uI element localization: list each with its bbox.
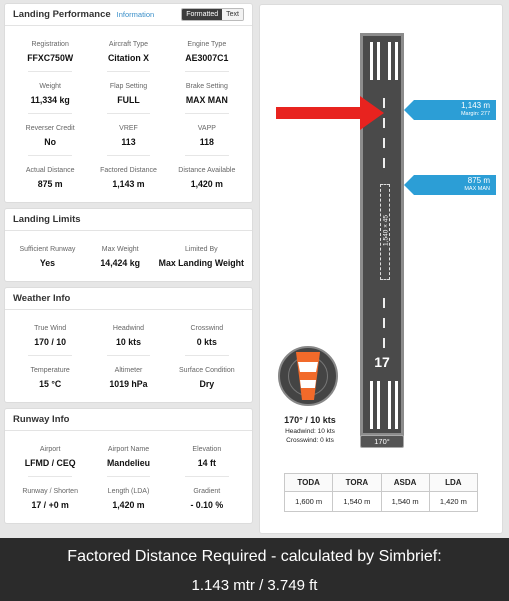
table-cell: 1,420 m <box>429 492 477 512</box>
table-cell: 1,540 m <box>381 492 429 512</box>
cell-value: AE3007C1 <box>185 53 229 63</box>
windsock-shape <box>296 352 320 404</box>
data-cell <box>157 235 246 277</box>
runway-dimensions: 1,540 × 45 <box>382 215 390 246</box>
data-cell <box>84 235 157 277</box>
table-cell: 1,540 m <box>333 492 381 512</box>
cell-label: Engine Type <box>187 41 227 48</box>
cell-label: Distance Available <box>178 167 236 174</box>
data-cell <box>11 356 89 398</box>
cell-value: 1019 hPa <box>109 379 148 389</box>
cell-value: 1,420 m <box>112 500 145 510</box>
cell-label: VREF <box>119 125 138 132</box>
data-cell <box>89 314 167 356</box>
column-header: TODA <box>285 474 333 492</box>
cell-value: - 0.10 % <box>190 500 224 510</box>
cell-label: Registration <box>31 41 69 48</box>
data-cell <box>89 477 167 519</box>
data-cell <box>11 235 84 277</box>
data-cell <box>168 435 246 477</box>
formatted-toggle-button[interactable]: Formatted <box>182 9 222 20</box>
cell-label: Brake Setting <box>185 83 228 90</box>
column-header: ASDA <box>381 474 429 492</box>
threshold-stripe <box>370 42 373 80</box>
cell-label: Weight <box>39 83 61 90</box>
cell-label: Limited By <box>184 246 218 253</box>
centerline-dash <box>383 318 385 328</box>
cell-value: 113 <box>121 137 136 147</box>
data-cell <box>168 156 246 198</box>
cell-label: Length (LDA) <box>107 488 150 495</box>
caption-footer <box>0 538 509 601</box>
windsock-icon <box>278 346 338 406</box>
cell-value: 170 / 10 <box>34 337 67 347</box>
landing-limits-header <box>5 209 252 231</box>
cell-label: Aircraft Type <box>108 41 149 48</box>
cell-label: Altimeter <box>114 367 143 374</box>
data-cell <box>11 435 89 477</box>
cell-label: Max Weight <box>101 246 139 253</box>
centerline-dash <box>383 338 385 348</box>
data-cell <box>168 356 246 398</box>
cell-value: No <box>44 137 57 147</box>
cell-label: Airport <box>39 446 61 453</box>
card-title: Weather Info <box>13 293 71 304</box>
cell-value: 118 <box>199 137 214 147</box>
flag-value: 1,143 m <box>461 101 490 110</box>
runway-info-card <box>4 408 253 524</box>
cell-value: FULL <box>117 95 140 105</box>
cell-label: VAPP <box>197 125 216 132</box>
threshold-stripe <box>388 381 391 429</box>
cell-label: Runway / Shorten <box>22 488 78 495</box>
runway-number: 17 <box>374 354 390 370</box>
data-cell <box>168 30 246 72</box>
landing-limits-grid <box>5 231 252 281</box>
cell-value: 875 m <box>37 179 63 189</box>
runway-dimension-box <box>380 184 390 280</box>
data-cell <box>168 72 246 114</box>
column-header: TORA <box>333 474 381 492</box>
centerline-dash <box>383 298 385 308</box>
threshold-stripe <box>395 42 398 80</box>
centerline-dash <box>383 158 385 168</box>
cell-label: Gradient <box>193 488 221 495</box>
cell-value: FFXC750W <box>27 53 74 63</box>
cell-label: Sufficient Runway <box>19 246 76 253</box>
cell-label: Airport Name <box>107 446 150 453</box>
landing-performance-grid <box>5 26 252 202</box>
card-title: Runway Info <box>13 414 70 425</box>
cell-value: 11,334 kg <box>30 95 70 105</box>
cell-label: Actual Distance <box>25 167 75 174</box>
threshold-stripe <box>370 381 373 429</box>
data-cell <box>168 314 246 356</box>
cell-value: Max Landing Weight <box>158 258 244 268</box>
data-cell <box>89 30 167 72</box>
data-cell <box>11 477 89 519</box>
declared-distances-table <box>284 473 478 512</box>
cell-value: 15 °C <box>39 379 62 389</box>
cell-value: MAX MAN <box>185 95 228 105</box>
data-cell <box>89 114 167 156</box>
cell-value: 0 kts <box>196 337 217 347</box>
cell-label: Crosswind <box>190 325 224 332</box>
landing-performance-header <box>5 4 252 26</box>
data-cell <box>168 114 246 156</box>
data-cell <box>11 30 89 72</box>
weather-info-card <box>4 287 253 403</box>
runway <box>360 33 404 436</box>
cell-label: Reverser Credit <box>25 125 75 132</box>
data-cell <box>11 72 89 114</box>
table-header-row <box>285 474 478 492</box>
card-title: Landing Performance <box>13 9 111 20</box>
cell-value: Mandelieu <box>106 458 150 468</box>
landing-performance-card <box>4 3 253 203</box>
cell-label: Surface Condition <box>179 367 235 374</box>
data-cell <box>11 114 89 156</box>
cell-label: Factored Distance <box>100 167 157 174</box>
table-cell: 1,600 m <box>285 492 333 512</box>
card-title: Landing Limits <box>13 214 81 225</box>
runway-info-grid <box>5 431 252 523</box>
centerline-dash <box>383 138 385 148</box>
wind-summary: 170° / 10 kts <box>284 415 336 425</box>
cell-value: 14,424 kg <box>100 258 141 268</box>
left-panel <box>4 3 253 529</box>
runway-heading-badge: 170° <box>360 435 404 448</box>
threshold-stripe <box>377 381 380 429</box>
cell-value: 10 kts <box>116 337 141 347</box>
cell-value: Yes <box>39 258 55 268</box>
data-cell <box>11 156 89 198</box>
threshold-stripe <box>395 381 398 429</box>
cell-value: 17 / +0 m <box>31 500 69 510</box>
cell-value: 1,420 m <box>190 179 223 189</box>
flag-subtext: MAX MAN <box>464 186 490 192</box>
cell-value: Citation X <box>107 53 150 63</box>
caption-line-1: Factored Distance Required - calculated by Simbrief: <box>67 548 442 565</box>
threshold-stripe <box>377 42 380 80</box>
table-row <box>285 492 478 512</box>
text-toggle-button[interactable]: Text <box>222 9 243 20</box>
weather-info-grid <box>5 310 252 402</box>
threshold-stripe <box>388 42 391 80</box>
red-arrow-icon <box>276 96 386 130</box>
data-cell <box>89 156 167 198</box>
cell-label: True Wind <box>34 325 67 332</box>
cell-label: Flap Setting <box>109 83 148 90</box>
cell-value: 1,143 m <box>112 179 145 189</box>
cell-value: 14 ft <box>197 458 216 468</box>
weather-info-header <box>5 288 252 310</box>
runway-info-header <box>5 409 252 431</box>
caption-line-2: 1.143 mtr / 3.749 ft <box>191 577 318 594</box>
information-link[interactable]: Information <box>116 10 155 19</box>
flag-subtext: Margin: 277 <box>460 111 490 117</box>
data-cell <box>11 314 89 356</box>
cell-value: LFMD / CEQ <box>24 458 76 468</box>
factored-distance-flag <box>414 100 496 120</box>
cell-value: Dry <box>199 379 215 389</box>
flag-value: 875 m <box>467 176 490 185</box>
column-header: LDA <box>429 474 477 492</box>
runway-diagram-panel <box>259 4 503 534</box>
landing-limits-card <box>4 208 253 282</box>
data-cell <box>89 72 167 114</box>
cell-label: Elevation <box>192 446 222 453</box>
actual-distance-flag <box>414 175 496 195</box>
format-toggle <box>181 8 244 21</box>
data-cell <box>89 356 167 398</box>
wind-headwind: Headwind: 10 kts <box>285 428 335 435</box>
wind-crosswind: Crosswind: 0 kts <box>286 437 334 444</box>
data-cell <box>89 435 167 477</box>
data-cell <box>168 477 246 519</box>
cell-label: Temperature <box>30 367 70 374</box>
cell-label: Headwind <box>112 325 145 332</box>
